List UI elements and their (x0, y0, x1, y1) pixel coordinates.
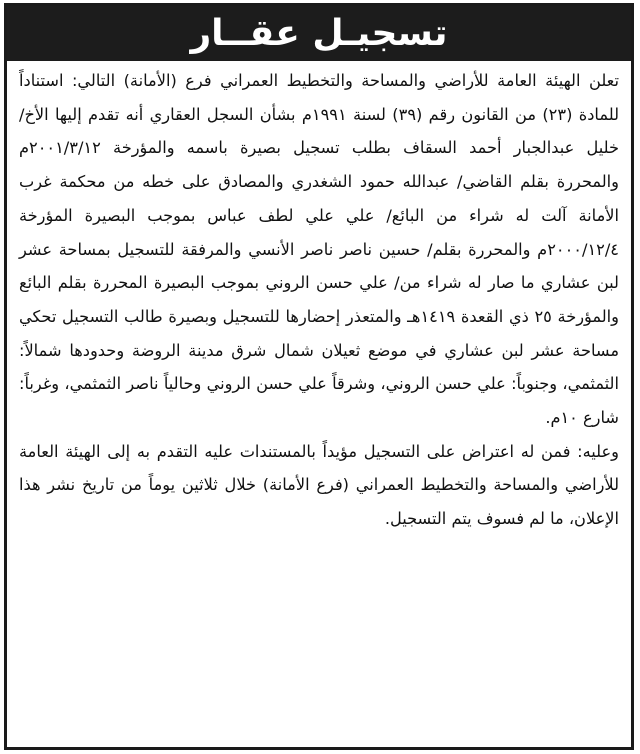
notice-title: تسجيـل عقــار (190, 13, 448, 54)
property-registration-notice (4, 3, 634, 750)
notice-body (7, 61, 631, 536)
notice-paragraph-objection: وعليه: فمن له اعتراض على التسجيل مؤيداً بالمستندات عليه التقدم به إلى الهيئة العامة للأراضي والمساحة والتخطيط العمراني (فرع الأمانة) خلال ثلاثين يوماً من تاريخ نشر هذا الإعلان، ما لم فسوف يتم التسجيل. (19, 441, 619, 529)
notice-paragraph-main: تعلن الهيئة العامة للأراضي والمساحة والتخطيط العمراني فرع (الأمانة) التالي: استناداً للمادة (٢٣) من القانون رقم (٣٩) لسنة ١٩٩١م بشأن السجل العقاري أنه تقدم إليها الأخ/ خليل عبدالجبار أحمد السقاف بطلب تسجيل بصيرة باسمه والمؤرخة ٢٠٠١/٣/١٢م والمحررة بقلم القاضي/ عبدالله حمود الشغدري والمصادق على خطه من محكمة غرب الأمانة آلت له شراء من البائع/ علي علي لطف عباس بموجب البصيرة المؤرخة ٢٠٠٠/١٢/٤م والمحررة بقلم/ حسين ناصر ناصر الأنسي والمرفقة للتسجيل بمساحة عشر لبن عشاري ما صار له شراء من/ علي حسن الروني بموجب البصيرة المحررة بقلم البائع والمؤرخة ٢٥ ذي القعدة ١٤١٩هـ والمتعذر إحضارها للتسجيل وبصيرة طالب التسجيل تحكي مساحة عشر لبن عشاري في موضع ثعيلان شمال شرق مدينة الروضة وحدودها شمالاً: الثمثمي، وجنوباً: علي حسن الروني، وشرقاً علي حسن الروني وحالياً ناصر الثمثمي، وغرباً: شارع ١٠م. (19, 71, 619, 428)
notice-title-bar (7, 6, 631, 61)
